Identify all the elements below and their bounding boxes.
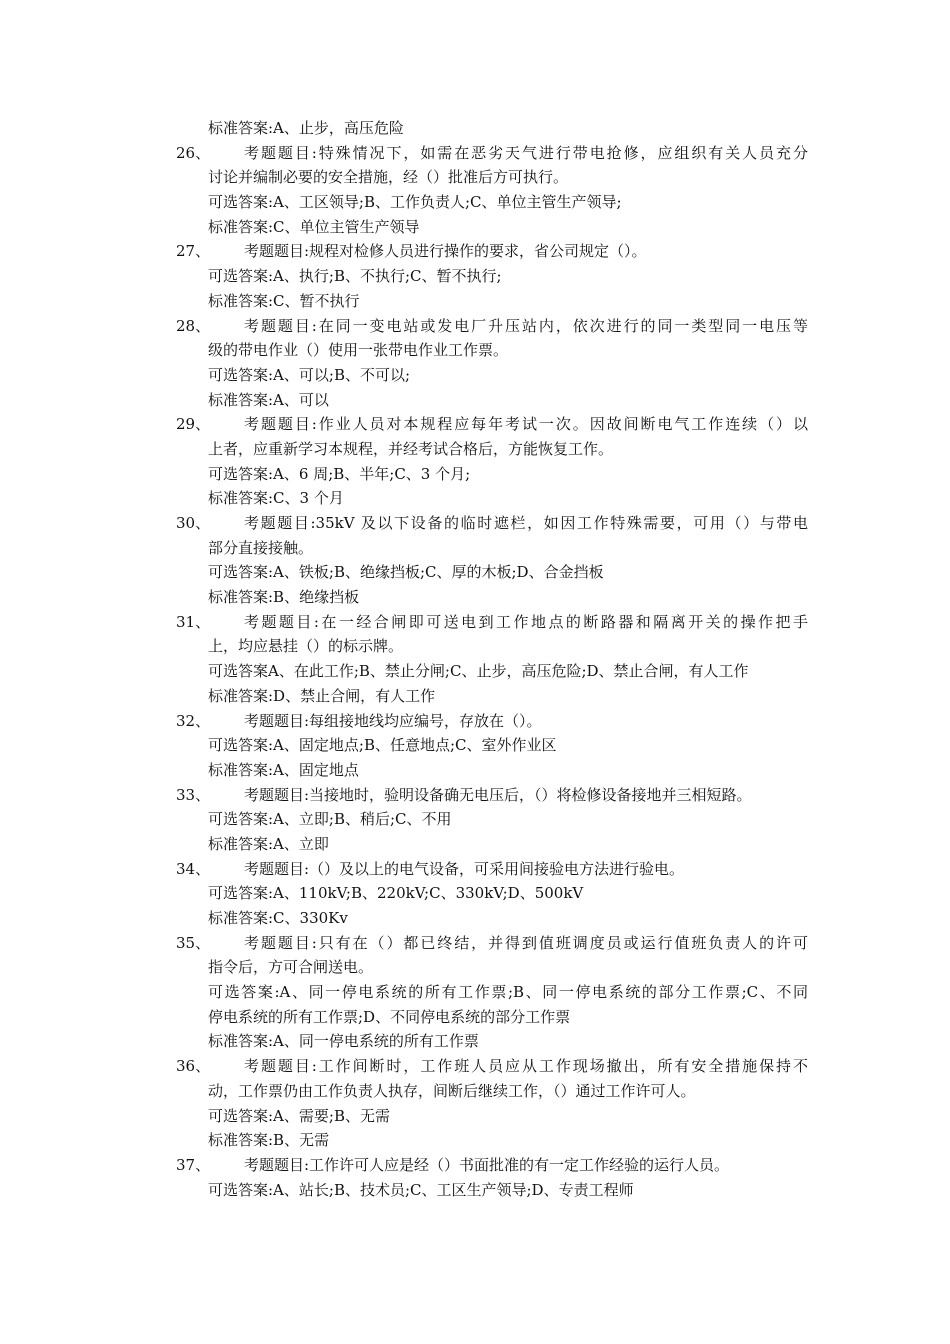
question-number: 34、: [176, 859, 211, 878]
question-text: 考题题目:每组接地线均应编号，存放在（）。: [244, 711, 542, 730]
options-line: 可选答案:A、固定地点;B、任意地点;C、室外作业区: [208, 736, 557, 755]
question-text: 考题题目:规程对检修人员进行操作的要求，省公司规定（）。: [244, 242, 647, 261]
question-text-continued: 级的带电作业（）使用一张带电作业工作票。: [208, 341, 509, 360]
question-text: 考题题目:当接地时，验明设备确无电压后，（）将检修设备接地并三相短路。: [244, 785, 752, 804]
question-number: 28、: [176, 316, 211, 335]
question-number: 31、: [176, 612, 211, 631]
question-line: [176, 783, 808, 808]
standard-answer: 标准答案:C、单位主管生产领导: [208, 217, 420, 236]
standard-answer: 标准答案:A、立即: [208, 834, 329, 853]
question-line: [176, 709, 808, 734]
question-line: [176, 931, 808, 956]
standard-answer: 标准答案:C、3 个月: [208, 489, 344, 508]
question-text: 考题题目:作业人员对本规程应每年考试一次。因故间断电气工作连续（）以: [244, 415, 808, 434]
question-text-continued: 上，均应悬挂（）的标示牌。: [208, 637, 404, 656]
question-line: [176, 857, 808, 882]
options-line: 可选答案:A、立即;B、稍后;C、不用: [208, 810, 452, 829]
question-number: 33、: [176, 785, 211, 804]
options-line: 可选答案:A、执行;B、不执行;C、暂不执行;: [208, 267, 502, 286]
question-text: 考题题目:只有在（）都已终结，并得到值班调度员或运行值班负责人的许可: [244, 933, 808, 952]
question-line: [176, 1153, 808, 1178]
standard-answer: 标准答案:A、止步，高压危险: [208, 119, 404, 137]
question-line: [176, 239, 808, 264]
question-text: 考题题目:特殊情况下，如需在恶劣天气进行带电抢修，应组织有关人员充分: [244, 143, 808, 162]
question-number: 36、: [176, 1057, 211, 1076]
standard-answer: 标准答案:B、无需: [208, 1131, 330, 1150]
standard-answer: 标准答案:C、330Kv: [208, 909, 348, 927]
question-line: [176, 610, 808, 635]
question-line: [176, 412, 808, 437]
standard-answer: 标准答案:A、固定地点: [208, 760, 359, 779]
question-number: 30、: [176, 514, 211, 532]
standard-answer: 标准答案:D、禁止合闸，有人工作: [208, 686, 436, 705]
question-number: 26、: [176, 143, 211, 162]
question-line: [176, 141, 808, 166]
question-line: [176, 1054, 808, 1079]
question-text: 考题题目:35kV 及以下设备的临时遮栏，如因工作特殊需要，可用（）与带电: [244, 514, 808, 532]
question-text: 考题题目:工作间断时，工作班人员应从工作现场撤出，所有安全措施保持不: [244, 1057, 808, 1076]
question-text-continued: 上者，应重新学习本规程，并经考试合格后，方能恢复工作。: [208, 439, 614, 458]
question-number: 32、: [176, 711, 211, 730]
question-text: 考题题目:在一经合闸即可送电到工作地点的断路器和隔离开关的操作把手: [244, 612, 808, 631]
options-line: 可选答案:A、同一停电系统的所有工作票;B、同一停电系统的部分工作票;C、不同: [208, 983, 808, 1002]
standard-answer: 标准答案:B、绝缘挡板: [208, 588, 360, 607]
question-text-continued: 动，工作票仍由工作负责人执存，间断后继续工作，（）通过工作许可人。: [208, 1081, 696, 1100]
question-line: [176, 511, 808, 536]
options-line: 可选答案:A、铁板;B、绝缘挡板;C、厚的木板;D、合金挡板: [208, 563, 604, 582]
options-line: 可选答案:A、可以;B、不可以;: [208, 365, 411, 384]
options-line: 可选答案:A、6 周;B、半年;C、3 个月;: [208, 464, 471, 483]
standard-answer: 标准答案:A、可以: [208, 390, 329, 409]
standard-answer: 标准答案:C、暂不执行: [208, 291, 360, 310]
question-number: 29、: [176, 415, 211, 434]
question-text: 考题题目:工作许可人应是经（）书面批准的有一定工作经验的运行人员。: [244, 1155, 730, 1174]
question-text-continued: 指令后，方可合闸送电。: [208, 958, 374, 977]
question-number: 27、: [176, 242, 211, 261]
standard-answer: 标准答案:A、同一停电系统的所有工作票: [208, 1032, 479, 1051]
question-text-continued: 讨论并编制必要的安全措施，经（）批准后方可执行。: [208, 168, 569, 187]
question-text: 考题题目:在同一变电站或发电厂升压站内，依次进行的同一类型同一电压等: [244, 316, 808, 335]
question-text-continued: 部分直接接触。: [208, 538, 314, 557]
question-text: 考题题目:（）及以上的电气设备，可采用间接验电方法进行验电。: [244, 859, 685, 878]
options-line: 可选答案A、在此工作;B、禁止分闸;C、止步，高压危险;D、禁止合闸，有人工作: [208, 662, 749, 681]
question-number: 35、: [176, 933, 211, 952]
options-line: 可选答案:A、站长;B、技术员;C、工区生产领导;D、专责工程师: [208, 1180, 634, 1199]
options-line: 可选答案:A、需要;B、无需: [208, 1106, 390, 1125]
options-line: 可选答案:A、110kV;B、220kV;C、330kV;D、500kV: [208, 884, 584, 903]
question-number: 37、: [176, 1155, 211, 1174]
question-list: [176, 116, 808, 1202]
question-line: [176, 314, 808, 339]
options-line: 可选答案:A、工区领导;B、工作负责人;C、单位主管生产领导;: [208, 193, 622, 212]
text-line: 停电系统的所有工作票;D、不同停电系统的部分工作票: [208, 1007, 571, 1026]
